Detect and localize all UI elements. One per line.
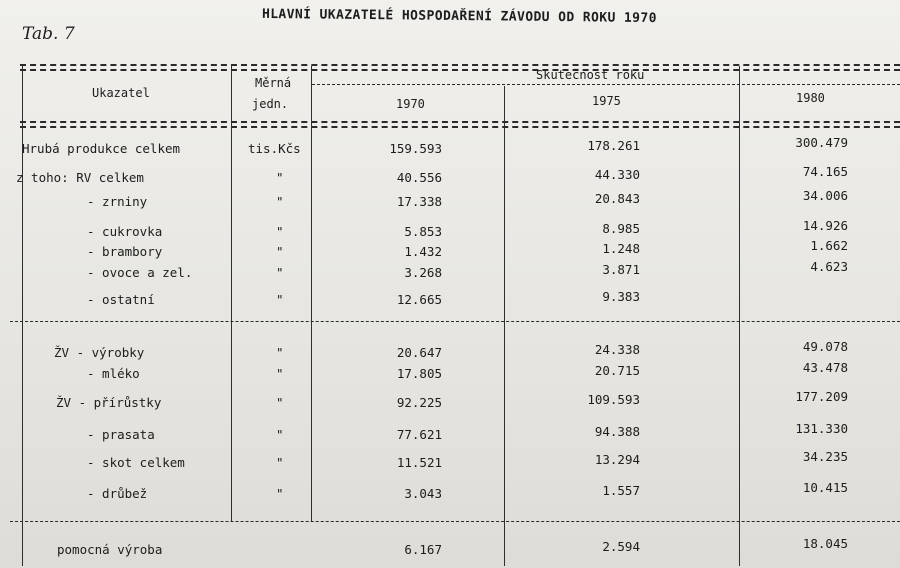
row-value-1980: 43.478 [802,360,848,375]
header-indicator: Ukazatel [92,86,150,100]
row-value-1975: 24.338 [594,342,640,357]
row-unit: " [276,427,284,442]
row-label: - prasata [87,427,155,442]
row-value-1975: 9.383 [602,289,640,304]
document-title: HLAVNÍ UKAZATELÉ HOSPODAŘENÍ ZÁVODU OD ROKU 1970 [261,6,657,27]
row-value-1975: 44.330 [594,167,640,182]
column-divider-1970 [311,66,312,521]
row-value-1975: 8.985 [602,221,640,236]
row-value-1970: 6.167 [404,542,442,557]
header-sub-rule [312,84,900,85]
row-value-1970: 3.268 [404,265,442,280]
row-unit: " [276,170,284,185]
row-value-1980: 1.662 [810,238,848,253]
row-unit: " [276,292,284,307]
row-value-1980: 74.165 [802,164,848,179]
row-value-1975: 20.715 [594,363,640,378]
row-label: ŽV - výrobky [54,345,145,360]
row-value-1980: 18.045 [802,536,848,551]
row-unit: tis.Kčs [248,141,301,156]
row-value-1970: 3.043 [404,486,442,501]
header-actual: Skutečnost roku [536,68,645,82]
row-value-1970: 12.665 [396,292,442,307]
row-value-1975: 109.593 [587,392,640,407]
column-divider-1980 [739,66,740,566]
row-value-1970: 92.225 [396,395,442,410]
header-bottom-rule-2 [20,126,900,128]
section-separator-1 [10,321,900,322]
row-value-1980: 177.209 [795,389,848,404]
row-label: z toho: RV celkem [16,170,144,185]
column-divider-unit [231,66,232,521]
row-value-1970: 5.853 [404,224,442,239]
row-label: - ovoce a zel. [87,265,193,280]
row-unit: " [276,366,284,381]
handwritten-table-label: Tab. 7 [22,24,75,44]
row-value-1970: 40.556 [396,170,442,185]
table-top-rule [20,64,900,66]
row-value-1975: 94.388 [594,424,640,439]
row-value-1975: 3.871 [602,262,640,277]
row-label: - brambory [87,244,163,259]
row-value-1975: 2.594 [602,539,640,554]
row-label: - skot celkem [87,455,185,470]
row-value-1975: 1.557 [602,483,640,498]
row-label: pomocná výroba [57,542,163,557]
row-value-1970: 17.338 [396,194,442,209]
row-unit: " [276,224,284,239]
row-value-1980: 14.926 [802,218,848,233]
row-value-1980: 34.006 [802,188,848,203]
table-top-rule-2 [20,69,900,71]
header-unit-line2: jedn. [252,97,289,111]
header-year-1975: 1975 [592,94,621,108]
row-unit: " [276,265,284,280]
row-value-1980: 10.415 [802,480,848,495]
row-value-1975: 178.261 [587,138,640,153]
row-value-1970: 1.432 [404,244,442,259]
section-separator-2 [10,521,900,522]
row-unit: " [276,345,284,360]
row-unit: " [276,244,284,259]
row-value-1980: 4.623 [810,259,848,274]
row-value-1980: 34.235 [802,449,848,464]
row-label: ŽV - přírůstky [56,395,162,410]
header-unit-line1: Měrná [255,76,292,90]
row-unit: " [276,395,284,410]
column-divider-1975 [504,86,505,566]
row-value-1970: 11.521 [396,455,442,470]
row-value-1975: 13.294 [594,452,640,467]
row-value-1970: 159.593 [389,141,442,156]
header-bottom-rule [20,121,900,123]
row-unit: " [276,194,284,209]
row-value-1980: 300.479 [795,135,848,150]
row-label: Hrubá produkce celkem [22,141,181,156]
row-label: - drůbež [87,486,148,501]
row-label: - mléko [87,366,140,381]
row-value-1970: 77.621 [396,427,442,442]
row-value-1980: 49.078 [802,339,848,354]
row-value-1980: 131.330 [795,421,848,436]
row-value-1975: 20.843 [594,191,640,206]
row-unit: " [276,486,284,501]
row-value-1975: 1.248 [602,241,640,256]
header-year-1970: 1970 [396,97,425,111]
row-value-1970: 17.805 [396,366,442,381]
row-label: - cukrovka [87,224,163,239]
row-unit: " [276,455,284,470]
header-year-1980: 1980 [796,91,825,105]
row-label: - zrniny [87,194,148,209]
row-value-1970: 20.647 [396,345,442,360]
row-label: - ostatní [87,292,155,307]
